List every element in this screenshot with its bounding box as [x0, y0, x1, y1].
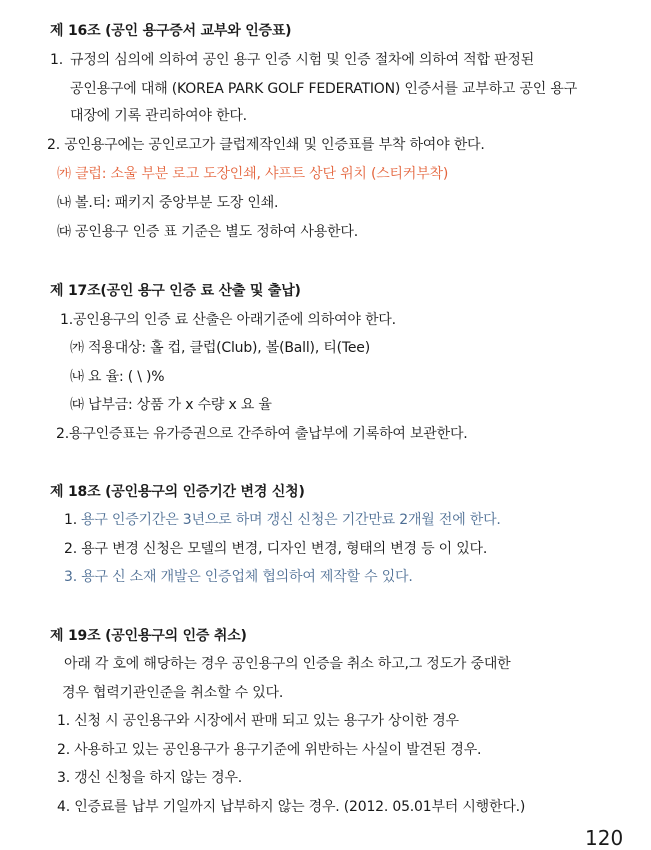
article-16-sub-ga: ㈎ 클럽: 소울 부분 로고 도장인쇄, 샤프트 상단 위치 (스티커부착): [57, 166, 449, 182]
article-19-item-3: 3. 갱신 신청을 하지 않는 경우.: [57, 770, 243, 786]
article-16-sub-na: ㈏ 볼.티: 패키지 중앙부분 도장 인쇄.: [57, 195, 279, 211]
article-18-item-2: 2. 용구 변경 신청은 모델의 변경, 디자인 변경, 형태의 변경 등 이 있다.: [64, 541, 488, 557]
article-19-item-1: 1. 신청 시 공인용구와 시장에서 판매 되고 있는 용구가 상이한 경우: [57, 713, 459, 729]
article-19-intro-line-2: 경우 협력기관인준을 취소할 수 있다.: [62, 685, 284, 701]
article-16-sub-da: ㈐ 공인용구 인증 표 기준은 별도 정하여 사용한다.: [57, 224, 358, 240]
article-18-item-1-number: 1.: [64, 512, 77, 528]
article-18-item-1-text: 용구 인증기간은 3년으로 하며 갱신 신청은 기간만료 2개월 전에 한다.: [81, 512, 501, 528]
article-18-item-3: 3. 용구 신 소재 개발은 인증업체 협의하여 제작할 수 있다.: [64, 569, 413, 585]
article-19-item-2: 2. 사용하고 있는 공인용구가 용구기준에 위반하는 사실이 발견된 경우.: [57, 742, 482, 758]
article-19-item-4: 4. 인증료를 납부 기일까지 납부하지 않는 경우. (2012. 05.01부터 시행한다.): [57, 799, 526, 815]
page-number: 120: [585, 826, 624, 850]
article-19-intro-line-1: 아래 각 호에 해당하는 경우 공인용구의 인증을 취소 하고,그 정도가 중대한: [64, 656, 511, 672]
article-16-item-1-number: 1.: [50, 52, 63, 68]
article-18-heading: 제 18조 (공인용구의 인증기간 변경 신청): [50, 484, 305, 500]
article-19-heading: 제 19조 (공인용구의 인증 취소): [50, 628, 247, 644]
article-16-item-1-line-1: 규정의 심의에 의하여 공인 용구 인증 시험 및 인증 절차에 의하여 적합 판정된: [70, 52, 535, 68]
article-17-sub-ga: ㈎ 적용대상: 홀 컵, 클럽(Club), 볼(Ball), 티(Tee): [70, 340, 370, 356]
article-17-sub-na: ㈏ 요 율: ( \ )%: [70, 369, 165, 385]
article-16-item-1-line-3: 대장에 기록 관리하여야 한다.: [70, 108, 247, 124]
article-17-item-1: 1.공인용구의 인증 료 산출은 아래기준에 의하여야 한다.: [60, 312, 396, 328]
article-16-heading: 제 16조 (공인 용구증서 교부와 인증표): [50, 23, 292, 39]
article-16-item-1-line-2: 공인용구에 대해 (KOREA PARK GOLF FEDERATION) 인증서를 교부하고 공인 용구: [70, 81, 578, 97]
article-16-item-2: 2. 공인용구에는 공인로고가 클럽제작인쇄 및 인증표를 부착 하여야 한다.: [47, 137, 485, 153]
article-17-item-2: 2.용구인증표는 유가증권으로 간주하여 출납부에 기록하여 보관한다.: [56, 426, 468, 442]
article-17-heading: 제 17조(공인 용구 인증 료 산출 및 출납): [50, 283, 301, 299]
article-17-sub-da: ㈐ 납부금: 상품 가 x 수량 x 요 율: [70, 397, 272, 413]
